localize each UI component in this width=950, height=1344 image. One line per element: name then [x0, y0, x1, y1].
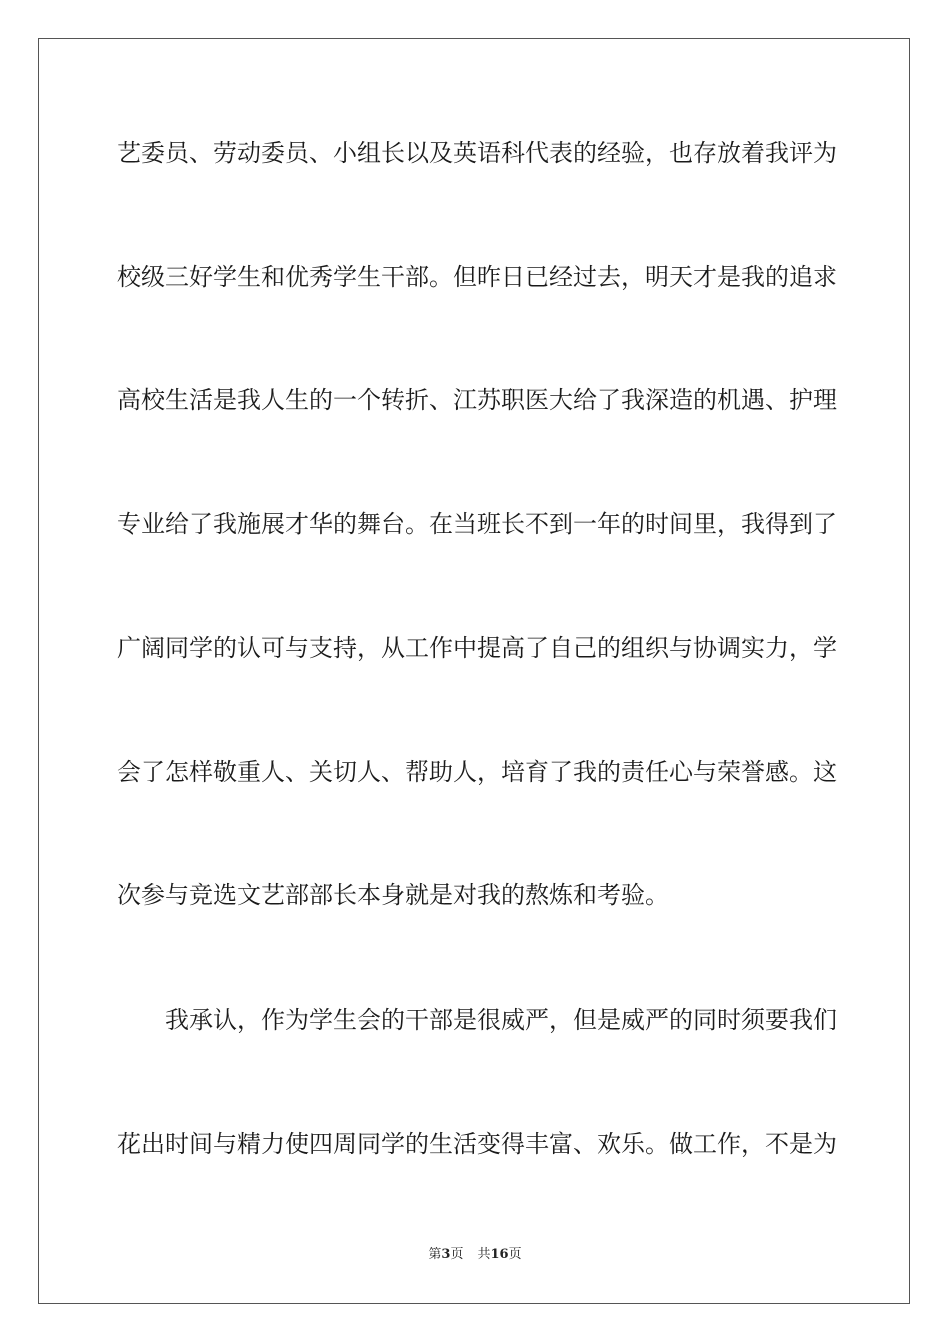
total-prefix: 共 — [477, 1247, 491, 1262]
text-line: 校级三好学生和优秀学生干部。但昨日已经过去，明天才是我的追求 — [117, 263, 837, 291]
total-suffix: 页 — [508, 1247, 522, 1262]
text-line: 艺委员、劳动委员、小组长以及英语科代表的经验，也存放着我评为 — [117, 139, 837, 167]
text-line: 会了怎样敬重人、关切人、帮助人，培育了我的责任心与荣誉感。这 — [117, 758, 837, 786]
page-footer — [0, 1246, 950, 1264]
text-line: 高校生活是我人生的一个转折、江苏职医大给了我深造的机遇、护理 — [117, 386, 837, 414]
paragraph-first-line: 我承认，作为学生会的干部是很威严，但是威严的同时须要我们 — [165, 1006, 837, 1034]
page-suffix: 页 — [450, 1247, 464, 1262]
text-line: 广阔同学的认可与支持，从工作中提高了自己的组织与协调实力，学 — [117, 634, 837, 662]
page-border — [38, 38, 910, 1304]
total-pages: 16 — [490, 1247, 509, 1262]
page-number: 3 — [441, 1247, 451, 1262]
text-line: 次参与竞选文艺部部长本身就是对我的熬炼和考验。 — [117, 881, 669, 909]
text-line: 专业给了我施展才华的舞台。在当班长不到一年的时间里，我得到了 — [117, 510, 837, 538]
page-prefix: 第 — [428, 1247, 442, 1262]
text-line: 花出时间与精力使四周同学的生活变得丰富、欢乐。做工作，不是为 — [117, 1130, 837, 1158]
